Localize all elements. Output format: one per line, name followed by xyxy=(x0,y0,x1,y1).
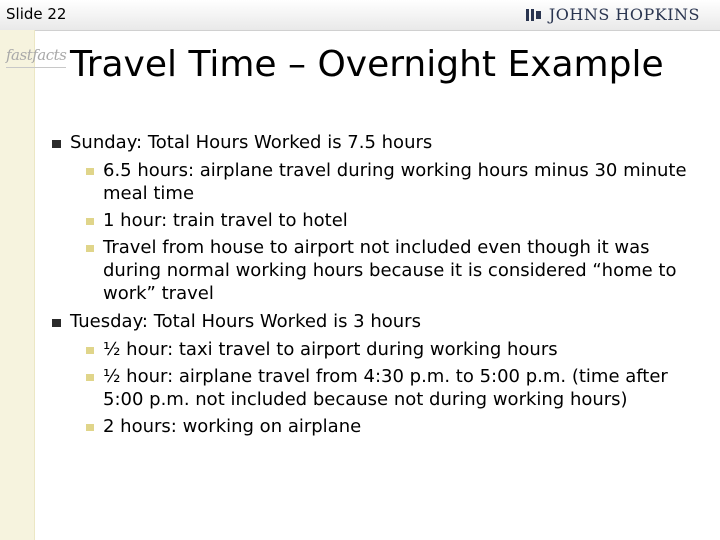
left-decorative-stripe xyxy=(0,30,35,540)
sub-bullet-item: ½ hour: airplane travel from 4:30 p.m. to 5:00 p.m. (time after 5:00 p.m. not included because not during working hours) xyxy=(82,365,690,411)
bullet-item xyxy=(50,310,690,438)
logo-mark-icon xyxy=(525,7,543,23)
slide-title: Travel Time – Overnight Example xyxy=(70,44,664,85)
university-logo xyxy=(525,5,700,24)
bullet-text: Sunday: Total Hours Worked is 7.5 hours xyxy=(70,132,433,153)
sub-bullet-item: 2 hours: working on airplane xyxy=(82,415,690,438)
slide-number: Slide 22 xyxy=(6,5,67,23)
bullet-text: Tuesday: Total Hours Worked is 3 hours xyxy=(70,311,421,332)
brand-divider xyxy=(6,67,66,68)
header-band xyxy=(0,0,720,31)
sub-bullet-item: Travel from house to airport not included even though it was during normal working hours because it is considered “home to work” travel xyxy=(82,236,690,305)
sub-bullet-item: ½ hour: taxi travel to airport during working hours xyxy=(82,338,690,361)
sub-bullet-item: 6.5 hours: airplane travel during working hours minus 30 minute meal time xyxy=(82,159,690,205)
logo-text: JOHNS HOPKINS xyxy=(548,5,700,24)
slide-content xyxy=(50,131,690,443)
bullet-item xyxy=(50,131,690,305)
sub-bullet-list xyxy=(82,159,690,305)
bullet-list xyxy=(50,131,690,438)
brand-watermark: fastfacts xyxy=(6,46,67,64)
sub-bullet-item: 1 hour: train travel to hotel xyxy=(82,209,690,232)
sub-bullet-list xyxy=(82,338,690,438)
